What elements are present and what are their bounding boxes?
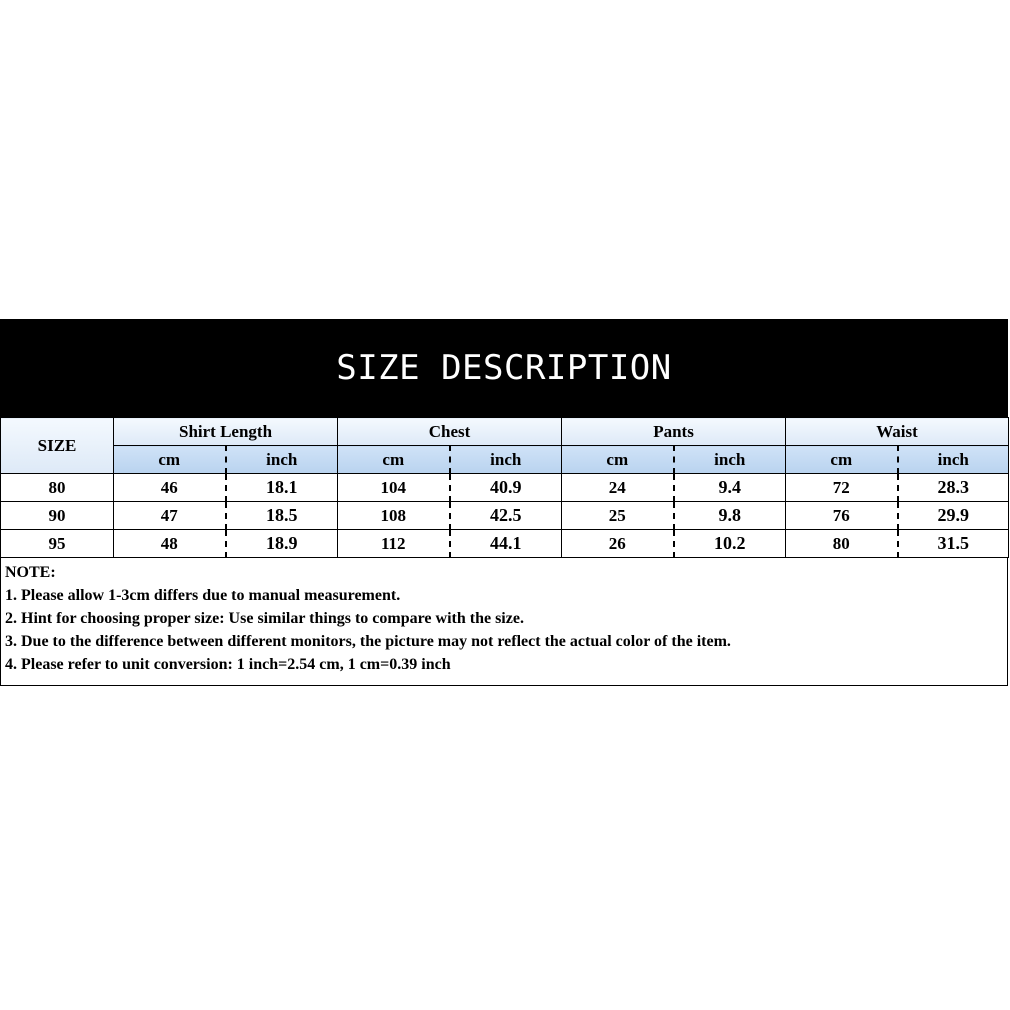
chest-cm-cell: 108 — [338, 502, 450, 530]
note-item: 1. Please allow 1-3cm differs due to manual measurement. — [5, 587, 401, 604]
pants-inch-cell: 9.8 — [674, 502, 786, 530]
shirt-length-cm-cell: 47 — [114, 502, 226, 530]
shirt-length-cm-cell: 46 — [114, 474, 226, 502]
chest-inch-cell: 42.5 — [450, 502, 562, 530]
waist-inch-cell: 31.5 — [898, 530, 1009, 558]
group-header-chest: Chest — [338, 418, 562, 446]
note-item: 4. Please refer to unit conversion: 1 inch=2.54 cm, 1 cm=0.39 inch — [5, 656, 451, 673]
chart-title: SIZE DESCRIPTION — [0, 319, 1008, 417]
note-item: 2. Hint for choosing proper size: Use similar things to compare with the size. — [5, 610, 524, 627]
chest-inch-cell: 40.9 — [450, 474, 562, 502]
table-row — [1, 502, 1009, 530]
pants-cm-cell: 24 — [562, 474, 674, 502]
pants-inch-cell: 10.2 — [674, 530, 786, 558]
group-header-row — [1, 418, 1009, 446]
unit-header-inch: inch — [674, 446, 786, 474]
waist-inch-cell: 28.3 — [898, 474, 1009, 502]
notes-heading: NOTE: — [5, 564, 56, 581]
size-cell: 95 — [1, 530, 114, 558]
waist-cm-cell: 72 — [786, 474, 898, 502]
size-chart — [0, 319, 1008, 686]
chest-cm-cell: 112 — [338, 530, 450, 558]
chest-inch-cell: 44.1 — [450, 530, 562, 558]
note-item: 3. Due to the difference between different monitors, the picture may not reflect the actual color of the item. — [5, 633, 731, 650]
chest-cm-cell: 104 — [338, 474, 450, 502]
shirt-length-inch-cell: 18.9 — [226, 530, 338, 558]
size-column-header: SIZE — [1, 418, 114, 474]
unit-header-row — [1, 446, 1009, 474]
table-row — [1, 474, 1009, 502]
table-row — [1, 530, 1009, 558]
group-header-pants: Pants — [562, 418, 786, 446]
unit-header-cm: cm — [114, 446, 226, 474]
unit-header-inch: inch — [226, 446, 338, 474]
size-cell: 80 — [1, 474, 114, 502]
unit-header-cm: cm — [786, 446, 898, 474]
unit-header-cm: cm — [562, 446, 674, 474]
pants-cm-cell: 26 — [562, 530, 674, 558]
waist-inch-cell: 29.9 — [898, 502, 1009, 530]
unit-header-inch: inch — [450, 446, 562, 474]
shirt-length-inch-cell: 18.5 — [226, 502, 338, 530]
shirt-length-cm-cell: 48 — [114, 530, 226, 558]
group-header-waist: Waist — [786, 418, 1009, 446]
unit-header-cm: cm — [338, 446, 450, 474]
waist-cm-cell: 80 — [786, 530, 898, 558]
group-header-shirt-length: Shirt Length — [114, 418, 338, 446]
notes-box — [0, 558, 1008, 686]
shirt-length-inch-cell: 18.1 — [226, 474, 338, 502]
pants-cm-cell: 25 — [562, 502, 674, 530]
size-cell: 90 — [1, 502, 114, 530]
pants-inch-cell: 9.4 — [674, 474, 786, 502]
size-table — [0, 417, 1009, 558]
waist-cm-cell: 76 — [786, 502, 898, 530]
unit-header-inch: inch — [898, 446, 1009, 474]
